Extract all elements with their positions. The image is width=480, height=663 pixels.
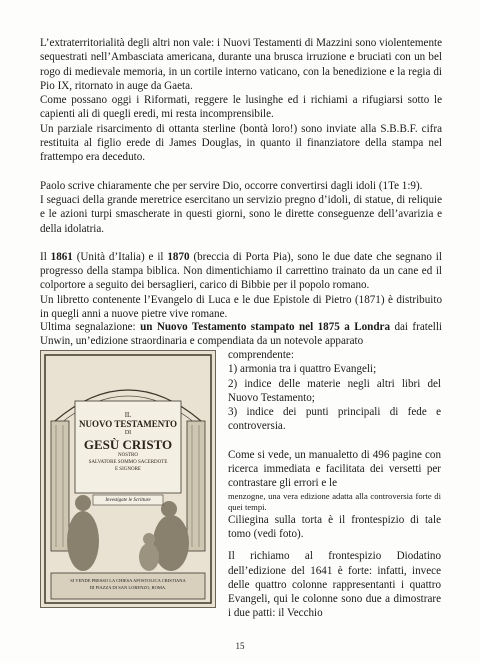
p6-text-a: (Unità d’Italia) e il — [72, 250, 168, 263]
right-1: comprendente: — [228, 349, 294, 361]
fig-line-2: NUOVO TESTAMENTO — [78, 419, 178, 429]
right-column — [228, 348, 441, 621]
fig-banner: Investigate le Scritture — [105, 498, 151, 503]
fig-footer — [53, 577, 203, 591]
right-5: Come si vede, un manualetto di 496 pagine con ricerca immediata e facilitata dei versetti per contrastare gli errori e le — [228, 448, 441, 490]
paragraph-1: L’extraterritorialità degli altri non vale: i Nuovi Testamenti di Mazzini sono violentemente sequestrati nell’Ambasciata americana, durante una brusca irruzione e bruciati con un bel rogo di medievale memoria, in un cortile interno vaticano, con la benedizione e la regia di Pio IX, ritornato in auge da Gaeta. — [40, 37, 442, 92]
right-4: 3) indice dei punti principali di fede e controversia. — [228, 406, 441, 433]
right-2: 1) armonia tra i quattro Evangeli; — [228, 363, 377, 376]
right-7: Ciliegina sulla torta è il frontespizio di tale tomo (vedi foto). — [228, 513, 441, 540]
text-block-top — [40, 36, 442, 321]
right-6: menzogne, una vera edizione adatta alla controversia forte di quei tempi. — [228, 490, 441, 512]
p8-highlight: un Nuovo Testamento stampato nel 1875 a Londra — [140, 321, 390, 333]
paragraph-4: Paolo scrive chiaramente che per servire Dio, occorre convertirsi dagli idoli (1Te 1:9). — [40, 179, 423, 192]
paragraph-3: Un parziale risarcimento di ottanta sterline (bontà loro!) sono inviate alla S.B.B.F. cifra restituita al figlio erede di James Douglas, in quanto il finanziatore della stampa nel frattempo era deceduto. — [40, 122, 442, 164]
p6-prefix: Il — [40, 250, 51, 263]
fig-line-5: NOSTRO — [117, 453, 138, 458]
page-number: 15 — [235, 641, 245, 651]
right-3: 2) indice delle materie negli altri libri del Nuovo Testamento; — [228, 377, 441, 404]
fig-footer-2: DI PIAZZA DI SAN LORENZO, ROMA. — [89, 585, 167, 590]
year-1870: 1870 — [167, 250, 190, 263]
fig-footer-1: SI VENDE PRESSO LA CHIESA APOSTOLICA CRISTIANA — [70, 578, 186, 583]
frontispiece-image — [40, 350, 216, 608]
paragraph-5: I seguaci della grande meretrice esercitano un servizio pregno d’idoli, di statue, di reliquie e le azioni turpi smascherate in questi giorni, sono le dirette conseguenze dell’avarizia e della idolatria. — [40, 193, 442, 235]
fig-line-3: DI — [124, 430, 132, 436]
paragraph-2: Come possano oggi i Riformati, reggere le lusinghe ed i richiami a rifugiarsi sotto le capienti ali di quegli eredi, mi resta incomprensibile. — [40, 94, 442, 121]
year-1861: 1861 — [50, 250, 73, 263]
paragraph-7: Un libretto contenente l’Evangelo di Luca e le due Epistole di Pietro (1871) è distribuito in quegli anni a nuove pietre vive romane. — [40, 293, 442, 321]
p8-text-b: dai fratelli Unwin, un’edizione straordinaria e compendiata da un notevole apparato — [40, 321, 443, 348]
p8-text-a: Ultima segnalazione: — [40, 321, 141, 333]
fig-line-1: IL — [124, 411, 132, 419]
right-8: Il richiamo al frontespizio Diodatino dell’edizione del 1641 è forte: infatti, invece delle quattro colonne rappresentanti i quattro Evangeli, qui le colonne sono due a dimostrare i due patti: il Vecchio — [228, 550, 441, 620]
frontispiece-title — [75, 411, 181, 473]
fig-line-6: SALVATORE SOMMO SACERDOTE — [88, 460, 168, 465]
fig-line-4: GESÙ CRISTO — [83, 437, 173, 452]
paragraph-8 — [40, 320, 442, 349]
paragraph-6 — [40, 250, 442, 293]
fig-line-7: E SIGNORE — [115, 467, 141, 472]
p6-text-b: (breccia di Porta Pia), sono le due date che segnano il progresso della stampa biblica. Non dimentichiamo il carrettino trainato da un cane ed il colportore a seguito dei bersaglieri, carico di Bibbie per il popolo romano. — [40, 250, 442, 292]
